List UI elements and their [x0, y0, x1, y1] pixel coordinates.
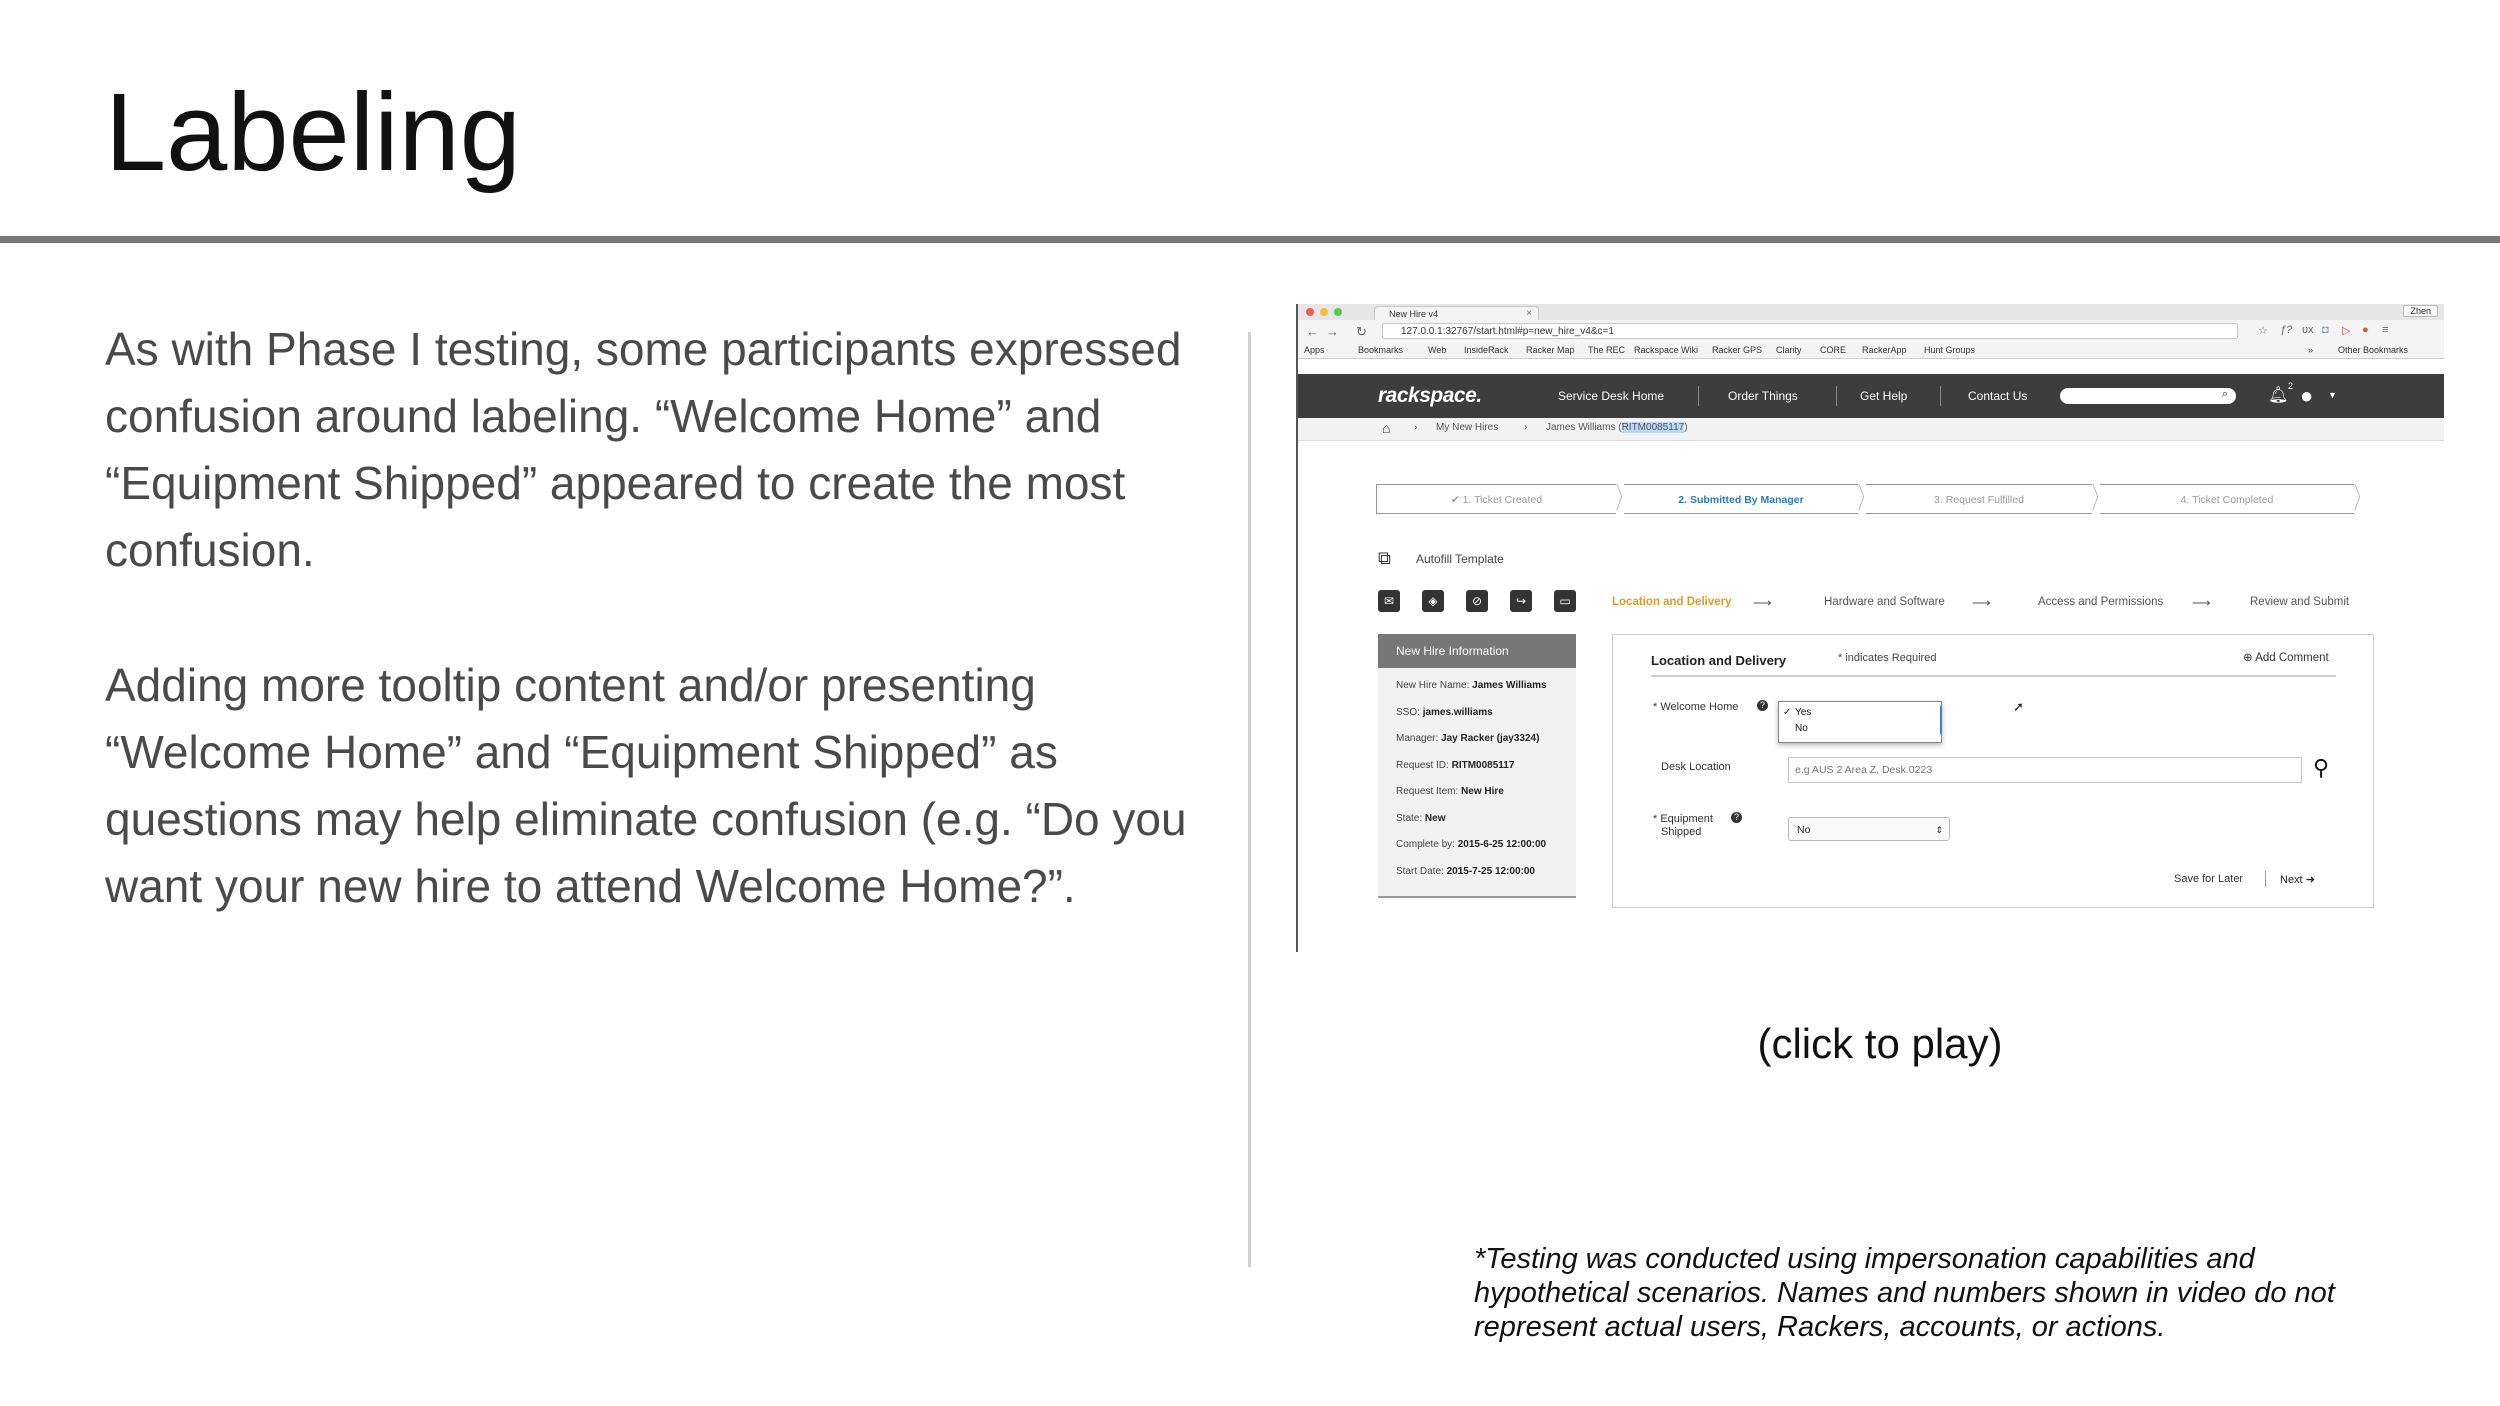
bookmark-other-bookmarks[interactable]: Other Bookmarks	[2338, 345, 2409, 355]
save-for-later-button[interactable]: Save for Later	[2174, 873, 2244, 885]
welcome-home-label: * Welcome Home	[1653, 701, 1739, 713]
step-request-fulfilled: 3. Request Fulfilled	[1866, 484, 2092, 514]
breadcrumb-separator: ›	[1524, 422, 1528, 433]
nav-separator	[1836, 386, 1837, 406]
nav-order-things[interactable]: Order Things	[1728, 389, 1798, 403]
nav-get-help[interactable]: Get Help	[1860, 389, 1908, 403]
star-icon[interactable]: ☆	[2258, 325, 2268, 337]
tab-title: New Hire v4	[1389, 309, 1439, 319]
flow-review-and-submit[interactable]: Review and Submit	[2250, 596, 2350, 608]
home-icon[interactable]: ⌂	[1382, 420, 1391, 436]
bookmark-racker-map[interactable]: Racker Map	[1526, 345, 1575, 355]
tab-close-icon[interactable]: ×	[1526, 308, 1532, 319]
info-row: Start Date: 2015-7-25 12:00:00	[1396, 866, 1535, 877]
bookmark-racker-gps[interactable]: Racker GPS	[1712, 345, 1763, 355]
step-ticket-completed: 4. Ticket Completed	[2100, 484, 2354, 514]
browser-user-tag[interactable]: Zhen	[2403, 305, 2438, 317]
play-extension-icon[interactable]: ▷	[2342, 325, 2351, 337]
bookmark-rackerapp[interactable]: RackerApp	[1862, 345, 1907, 355]
search-icon[interactable]: ⌕	[2221, 388, 2228, 400]
email-icon[interactable]: ✉	[1378, 590, 1400, 612]
form-divider	[1651, 675, 2336, 677]
add-comment-button[interactable]	[2243, 650, 2329, 664]
notification-count: 2	[2288, 381, 2294, 391]
share-icon[interactable]: ↪	[1510, 590, 1532, 612]
user-avatar-icon[interactable]: ●	[2300, 383, 2314, 408]
nav-search-input[interactable]	[2060, 388, 2236, 404]
form-title: Location and Delivery	[1651, 653, 1787, 668]
equipment-shipped-label: * Equipment Shipped	[1653, 813, 1713, 838]
nav-separator	[1940, 386, 1941, 406]
step-chevron: 〉	[1857, 483, 1872, 515]
option-no[interactable]: No	[1795, 723, 1808, 734]
bookmark-apps[interactable]: Apps	[1304, 345, 1325, 355]
nav-service-desk-home[interactable]: Service Desk Home	[1558, 389, 1665, 403]
select-focus-edge	[1936, 706, 1942, 734]
help-tooltip-icon[interactable]: ?	[1731, 812, 1742, 823]
video-thumbnail[interactable]	[1296, 304, 2444, 952]
plus-circle-icon: ⊕	[2243, 652, 2253, 664]
select-arrows-icon: ⇕	[1935, 825, 1943, 835]
bookmark-web[interactable]: Web	[1428, 345, 1447, 355]
info-row: Manager: Jay Racker (jay3324)	[1396, 733, 1540, 744]
bookmarks-overflow[interactable]: »	[2308, 345, 2314, 355]
info-row: Request Item: New Hire	[1396, 786, 1504, 797]
help-tooltip-icon[interactable]: ?	[1757, 700, 1768, 711]
bell-icon[interactable]: 🔔︎	[2268, 387, 2289, 404]
breadcrumb-separator: ›	[1414, 422, 1418, 433]
record-extension-icon[interactable]: ●	[2362, 324, 2369, 336]
required-note: * indicates Required	[1838, 652, 1937, 664]
bookmark-insiderack[interactable]: InsideRack	[1464, 345, 1509, 355]
tag-icon[interactable]: ◈	[1422, 590, 1444, 612]
breadcrumb	[1298, 418, 2444, 441]
flow-arrow-icon: ⟶	[2192, 595, 2211, 610]
title-divider	[0, 236, 2500, 243]
minimize-window-dot[interactable]	[1320, 308, 1328, 316]
desk-location-label: Desk Location	[1661, 761, 1731, 773]
info-row: State: New	[1396, 813, 1446, 824]
step-chevron: 〉	[1615, 483, 1630, 515]
nav-contact-us[interactable]: Contact Us	[1968, 389, 2028, 403]
clipboard-icon[interactable]: ⧉	[1378, 548, 1391, 568]
step-chevron: 〉	[2353, 483, 2368, 515]
paragraph-1: As with Phase I testing, some participants expressed confusion around labeling. “Welcome Home” and “Equipment Shipped” appeared to create the most confusion.	[105, 323, 1182, 576]
ux-extension-icon[interactable]: ᴜx	[2302, 324, 2314, 336]
bookmark-hunt-groups[interactable]: Hunt Groups	[1924, 345, 1976, 355]
check-icon: ✓	[1783, 707, 1792, 718]
info-row: Complete by: 2015-6-25 12:00:00	[1396, 839, 1547, 850]
step-submitted-by-manager: 2. Submitted By Manager	[1624, 484, 1858, 514]
vertical-divider	[1248, 332, 1251, 1267]
progress-steps	[1376, 484, 2366, 514]
flow-location-and-delivery[interactable]: Location and Delivery	[1612, 596, 1732, 608]
bookmark-the-rec[interactable]: The REC	[1588, 345, 1626, 355]
rackspace-logo[interactable]: rackspace.	[1378, 384, 1482, 407]
new-hire-info-panel	[1378, 634, 1576, 898]
attachment-icon[interactable]: ⊘	[1466, 590, 1488, 612]
next-button[interactable]	[2280, 873, 2315, 886]
click-to-play-caption[interactable]: (click to play)	[1757, 1020, 2003, 1067]
reload-icon[interactable]: ↻	[1356, 324, 1367, 339]
bookmark-clarity[interactable]: Clarity	[1776, 345, 1802, 355]
address-bar[interactable]: 127.0.0.1:32767/start.html#p=new_hire_v4&c=1	[1382, 323, 2238, 339]
close-window-dot[interactable]	[1306, 308, 1314, 316]
info-row: SSO: james.williams	[1396, 707, 1493, 718]
autofill-template-link[interactable]: Autofill Template	[1416, 552, 1504, 566]
location-delivery-form	[1612, 634, 2374, 908]
maximize-window-dot[interactable]	[1334, 308, 1342, 316]
info-row: New Hire Name: James Williams	[1396, 680, 1547, 691]
equipment-shipped-value: No	[1797, 824, 1811, 836]
welcome-home-dropdown[interactable]	[1778, 701, 1942, 743]
flow-hardware-and-software[interactable]: Hardware and Software	[1824, 596, 1945, 608]
desk-location-input[interactable]	[1788, 757, 2302, 783]
flow-arrow-icon: ⟶	[1972, 595, 1991, 610]
forward-arrow-icon[interactable]: →	[1326, 324, 1339, 339]
breadcrumb-current: James Williams (RITM0085117)	[1546, 422, 1688, 433]
bookmark-rackspace-wiki[interactable]: Rackspace Wiki	[1634, 345, 1699, 355]
next-label: Next	[2280, 874, 2303, 886]
info-panel-header: New Hire Information	[1378, 634, 1576, 668]
bookmarks-bar	[1298, 342, 2444, 359]
button-separator	[2265, 871, 2266, 887]
mouse-cursor-icon: ➚	[2013, 699, 2024, 714]
bookmark-core[interactable]: CORE	[1820, 345, 1847, 355]
arrow-right-circle-icon: ➜	[2305, 874, 2315, 886]
menu-icon[interactable]: ≡	[2382, 324, 2389, 336]
footnote: *Testing was conducted using impersonation capabilities and hypothetical scenarios. Names and numbers shown in video do not represent actual users, Rackers, accounts, or actions.	[1474, 1243, 2335, 1343]
equipment-shipped-select[interactable]	[1788, 817, 1950, 841]
browser-toolbar	[1298, 320, 2444, 342]
info-row: Request ID: RITM0085117	[1396, 760, 1515, 771]
function-extension-icon[interactable]: ƒ?	[2280, 324, 2293, 336]
option-yes[interactable]: Yes	[1795, 707, 1812, 718]
bookmark-bookmarks[interactable]: Bookmarks	[1358, 345, 1404, 355]
map-pin-icon[interactable]: ⚲	[2313, 755, 2330, 780]
app-top-nav	[1298, 374, 2444, 418]
browser-tab-strip	[1298, 304, 2444, 321]
chevron-down-icon[interactable]: ▼	[2328, 390, 2337, 400]
breadcrumb-my-new-hires[interactable]: My New Hires	[1436, 422, 1499, 433]
browser-tab[interactable]	[1374, 306, 1539, 320]
camera-extension-icon[interactable]: ◘	[2322, 324, 2329, 336]
comment-icon[interactable]: ▭	[1554, 590, 1576, 612]
paragraph-2: Adding more tooltip content and/or presenting “Welcome Home” and “Equipment Shipped” as questions may help eliminate confusion (e.g. “Do you want your new hire to attend Welcome Home?”.	[105, 659, 1187, 912]
add-comment-label: Add Comment	[2255, 652, 2329, 664]
step-ticket-created: ✔ 1. Ticket Created	[1376, 484, 1616, 514]
flow-access-and-permissions[interactable]: Access and Permissions	[2038, 596, 2164, 608]
nav-separator	[1698, 386, 1699, 406]
step-chevron: 〉	[2091, 483, 2106, 515]
flow-arrow-icon: ⟶	[1753, 595, 1772, 610]
back-arrow-icon[interactable]: ←	[1306, 324, 1319, 339]
slide-title: Labeling	[105, 71, 521, 194]
